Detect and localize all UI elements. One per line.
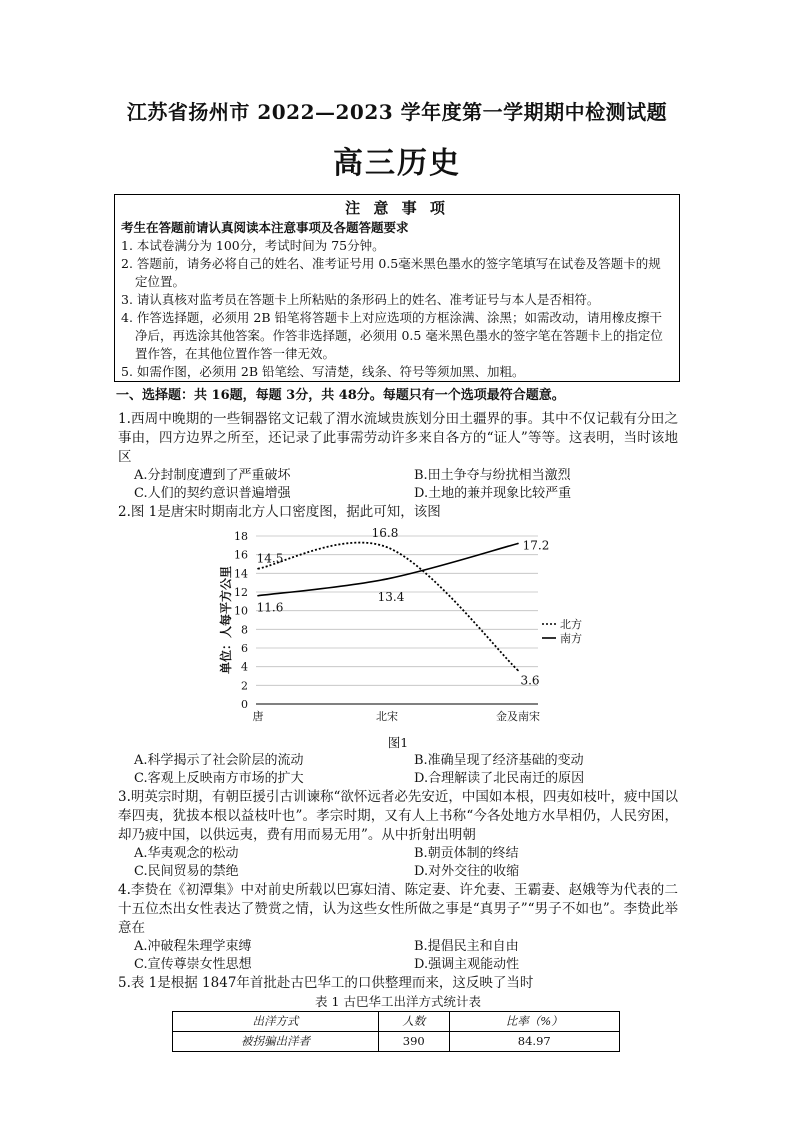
table-row bbox=[173, 1032, 620, 1052]
option-d: D.合理解读了北民南迁的原因 bbox=[414, 771, 585, 786]
series-line-south bbox=[258, 543, 518, 595]
data-label: 16.8 bbox=[371, 526, 399, 541]
statistics-table bbox=[172, 1011, 620, 1052]
question-options bbox=[134, 752, 678, 788]
option-b: B.准确呈现了经济基础的变动 bbox=[414, 753, 584, 768]
y-tick-label: 4 bbox=[241, 660, 248, 674]
exam-title: 江苏省扬州市 2022—2023 学年度第一学期期中检测试题 bbox=[126, 100, 668, 124]
option-a: A.科学揭示了社会阶层的流动 bbox=[134, 753, 304, 768]
notice-box bbox=[114, 194, 680, 382]
y-tick-label: 6 bbox=[241, 642, 248, 655]
y-tick-label: 8 bbox=[241, 623, 248, 637]
data-label: 17.2 bbox=[522, 538, 550, 553]
data-label: 3.6 bbox=[520, 673, 540, 688]
y-axis-label: 单位：人每平方公里 bbox=[219, 565, 233, 675]
y-tick-label: 14 bbox=[234, 567, 248, 581]
y-tick-label: 0 bbox=[241, 698, 248, 711]
table-header-row bbox=[173, 1012, 620, 1032]
table-cell: 390 bbox=[378, 1032, 449, 1052]
legend-label: 北方 bbox=[560, 618, 582, 631]
option-a: A.华夷观念的松动 bbox=[134, 846, 239, 861]
y-tick-label: 2 bbox=[241, 679, 248, 693]
x-tick-label: 金及南宋 bbox=[496, 710, 540, 723]
y-tick-label: 12 bbox=[234, 586, 248, 599]
data-point bbox=[386, 546, 388, 548]
notice-item: 5. 如需作图，必须用 2B 铅笔绘、写清楚，线条、符号等须加黑、加粗。 bbox=[121, 364, 525, 379]
question-stem: 2.图 1是唐宋时期南北方人口密度图，据此可知，该图 bbox=[118, 504, 441, 520]
option-d: D.土地的兼并现象比较严重 bbox=[414, 486, 572, 501]
data-label: 13.4 bbox=[377, 589, 405, 604]
x-tick-label: 北宋 bbox=[376, 710, 398, 723]
table-cell: 被拐骗出洋者 bbox=[173, 1032, 379, 1052]
figure-caption: 图1 bbox=[387, 735, 409, 750]
question-stem: 5.表 1是根据 1847年首批赴古巴华工的口供整理而来，这反映了当时 bbox=[118, 975, 534, 991]
option-a: A.冲破程朱理学束缚 bbox=[134, 939, 252, 954]
subject-title: 高三历史 bbox=[333, 146, 461, 181]
data-point bbox=[517, 543, 519, 545]
chart-wrap bbox=[118, 526, 678, 736]
table-header: 人数 bbox=[378, 1012, 449, 1032]
table-cell: 84.97 bbox=[449, 1032, 619, 1052]
option-b: B.田土争夺与纷扰相当激烈 bbox=[414, 468, 571, 483]
question-stem: 3.明英宗时期，有朝臣援引古训谏称“欲怀远者必先安近，中国如本根，四夷如枝叶，疲中国以奉四夷，犹拔本根以益枝叶也”。孝宗时期，又有人上书称“今各处地方水旱相仍，人民穷困，却乃疲中国，以供远夷，费有用而易无用”。从中折射出明朝 bbox=[118, 789, 678, 843]
notice-item: 4. 作答选择题，必须用 2B 铅笔将答题卡上对应选项的方框涂满、涂黑；如需改动，请用橡皮擦干净后，再选涂其他答案。作答非选择题，必须用 0.5 毫米黑色墨水的签字笔在答题卡上的指定位置作答，在其他位置作答一律无效。 bbox=[121, 310, 663, 361]
data-label: 11.6 bbox=[256, 600, 284, 615]
question-stem: 4.李贽在《初潭集》中对前史所载以巴寡妇清、陈定妻、许允妻、王霸妻、赵娥等为代表的二十五位杰出女性表达了赞赏之情，认为这些女性所做之事是“真男子”“男子不如也”。李贽此举意在 bbox=[118, 882, 678, 936]
table-header: 出洋方式 bbox=[173, 1012, 379, 1032]
table-caption: 表 1 古巴华工出洋方式统计表 bbox=[315, 994, 481, 1009]
y-tick-label: 18 bbox=[234, 530, 248, 543]
question-options bbox=[134, 467, 678, 503]
option-b: B.朝贡体制的终结 bbox=[414, 846, 519, 861]
notice-list bbox=[121, 237, 673, 381]
option-c: C.人们的契约意识普遍增强 bbox=[134, 486, 291, 501]
option-a: A.分封制度遭到了严重破坏 bbox=[134, 468, 291, 483]
option-c: C.客观上反映南方市场的扩大 bbox=[134, 771, 304, 786]
data-point bbox=[257, 595, 259, 597]
questions bbox=[118, 410, 678, 1052]
population-density-chart bbox=[118, 526, 678, 736]
option-d: D.强调主观能动性 bbox=[414, 957, 520, 972]
section-heading: 一、选择题：共 16题，每题 3分，共 48分。每题只有一个选项最符合题意。 bbox=[116, 388, 565, 403]
option-b: B.提倡民主和自由 bbox=[414, 939, 519, 954]
data-point bbox=[257, 568, 259, 570]
question-stem: 1.西周中晚期的一些铜器铭文记载了渭水流域贵族划分田土疆界的事。其中不仅记载有分田之事由，四方边界之所至，还记录了此事需劳动许多来自各方的“证人”等等。这表明，当时该地区 bbox=[118, 411, 678, 465]
y-tick-label: 10 bbox=[234, 604, 248, 618]
notice-intro: 考生在答题前请认真阅读本注意事项及各题答题要求 bbox=[121, 220, 409, 235]
option-d: D.对外交往的收缩 bbox=[414, 864, 520, 879]
question-options bbox=[134, 845, 678, 881]
notice-title: 注 意 事 项 bbox=[345, 199, 449, 217]
data-label: 14.5 bbox=[256, 551, 284, 566]
question-options bbox=[134, 938, 678, 974]
legend-label: 南方 bbox=[560, 632, 582, 645]
series-line-north bbox=[258, 543, 518, 671]
notice-item: 1. 本试卷满分为 100分，考试时间为 75分钟。 bbox=[121, 238, 385, 253]
option-c: C.民间贸易的禁绝 bbox=[134, 864, 239, 879]
data-point bbox=[517, 670, 519, 672]
x-tick-label: 唐 bbox=[252, 710, 264, 723]
y-tick-label: 16 bbox=[234, 548, 248, 562]
table-header: 比率（%） bbox=[449, 1012, 619, 1032]
option-c: C.宣传尊崇女性思想 bbox=[134, 957, 252, 972]
data-point bbox=[386, 578, 388, 580]
notice-item: 3. 请认真核对监考员在答题卡上所粘贴的条形码上的姓名、准考证号与本人是否相符。 bbox=[121, 292, 600, 307]
notice-item: 2. 答题前，请务必将自己的姓名、准考证号用 0.5毫米黑色墨水的签字笔填写在试卷及答题卡的规定位置。 bbox=[121, 256, 661, 289]
